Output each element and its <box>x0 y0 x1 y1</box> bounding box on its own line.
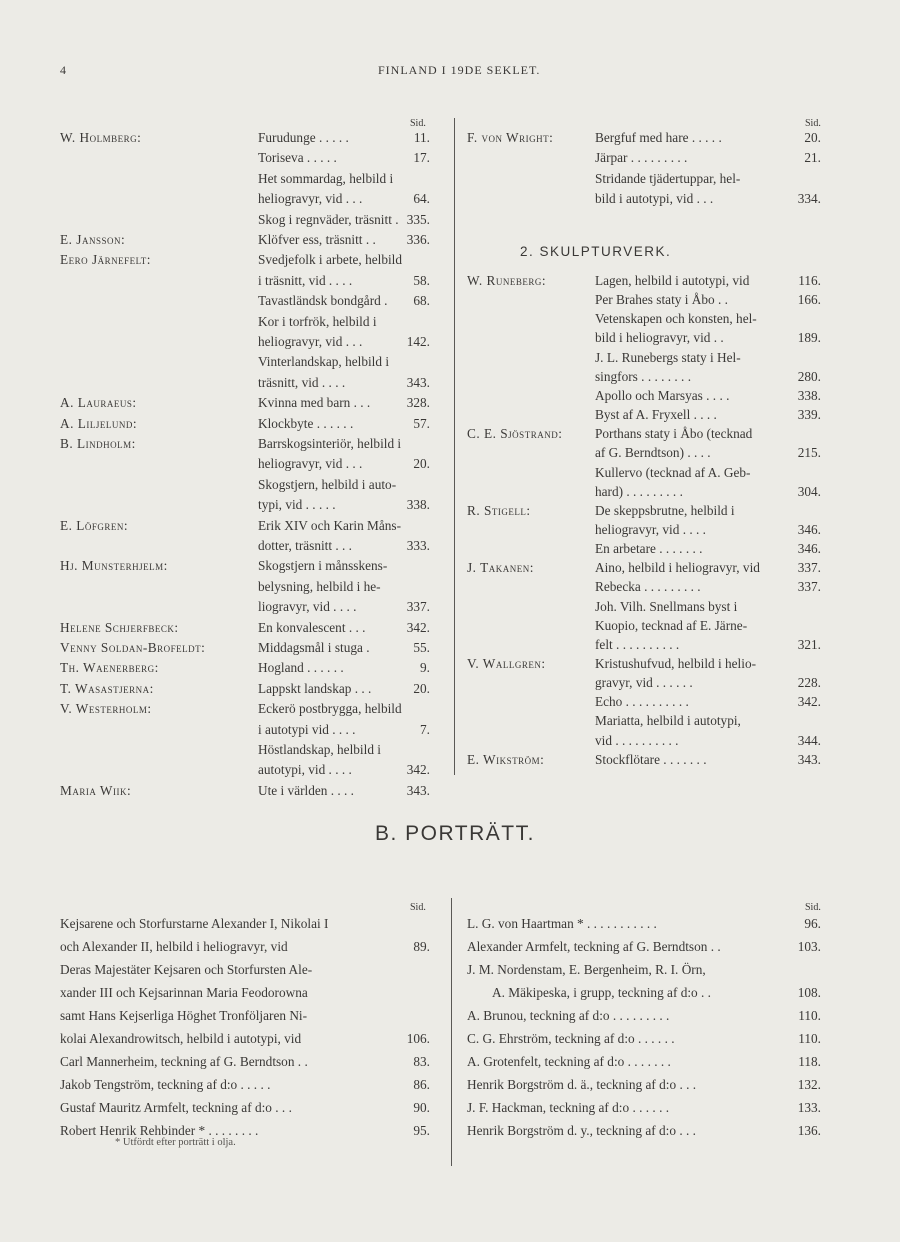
artist-name: C. E. Sjöstrand: <box>467 426 563 442</box>
portrait-entry: Carl Mannerheim, teckning af G. Berndtson . . <box>60 1054 308 1069</box>
portrait-entry: och Alexander II, helbild i heliogravyr, vid <box>60 939 288 954</box>
page-ref: 333. <box>406 538 430 553</box>
portrait-entry: J. M. Nordenstam, E. Bergenheim, R. I. Örn, <box>467 962 706 977</box>
work-title: Toriseva . . . . . <box>258 150 337 166</box>
page-ref: 342. <box>797 694 821 710</box>
page-ref: 338. <box>406 497 430 513</box>
page-ref: 343. <box>797 751 821 767</box>
artist-name: V. Westerholm: <box>60 701 152 717</box>
artist-name: E. Jansson: <box>60 232 126 247</box>
page-ref: 64. <box>413 191 430 207</box>
page-ref: 338. <box>797 387 821 403</box>
page-ref: 116. <box>798 273 821 288</box>
page-ref: 55. <box>413 640 430 655</box>
portrait-entry: samt Hans Kejserliga Höghet Tronföljaren Ni- <box>60 1008 308 1023</box>
page-ref: 132. <box>797 1077 821 1092</box>
page-ref: 90. <box>413 1100 430 1115</box>
work-title: dotter, träsnitt . . . <box>258 538 353 553</box>
page-ref: 228. <box>797 675 821 691</box>
page-ref: 20. <box>804 130 821 145</box>
portrait-entry: A. Grotenfelt, teckning af d:o . . . . . . . <box>467 1054 671 1069</box>
portrait-entry: Robert Henrik Rehbinder * . . . . . . . . <box>60 1123 259 1138</box>
page-ref: 342. <box>406 619 430 635</box>
page-ref: 321. <box>797 636 821 652</box>
work-title: Skog i regnväder, träsnitt . <box>258 211 399 227</box>
work-title: Porthans staty i Åbo (tecknad <box>595 426 753 442</box>
work-title: gravyr, vid . . . . . . <box>595 675 693 691</box>
work-title: träsnitt, vid . . . . <box>258 374 346 390</box>
page-ref: 344. <box>797 732 821 748</box>
page-ref: 58. <box>413 272 430 288</box>
work-title: J. L. Runebergs staty i Hel- <box>595 349 741 365</box>
sculpture-heading: 2. SKULPTURVERK. <box>520 244 672 259</box>
work-title: Stridande tjädertuppar, hel- <box>595 170 741 186</box>
work-title: Hogland . . . . . . <box>258 660 344 676</box>
work-title: Per Brahes staty i Åbo . . <box>595 292 728 308</box>
page-ref: 83. <box>413 1054 430 1069</box>
work-title: Kuopio, tecknad af E. Järne- <box>595 617 748 633</box>
portrait-entry: Henrik Borgström d. ä., teckning af d:o . . . <box>467 1077 697 1092</box>
work-title: belysning, helbild i he- <box>258 578 381 594</box>
page-ref: 142. <box>406 334 430 349</box>
page-ref: 96. <box>804 916 821 931</box>
page-ref: 337. <box>406 599 430 615</box>
sid-label: Sid. <box>410 902 426 913</box>
page-ref: 110. <box>798 1031 821 1046</box>
work-title: Tavastländsk bondgård . <box>258 293 388 309</box>
artist-name: B. Lindholm: <box>60 436 136 451</box>
page-ref: 215. <box>797 445 821 461</box>
portrait-entry: Alexander Armfelt, teckning af G. Berndtson . . <box>467 939 721 954</box>
work-title: Eckerö postbrygga, helbild <box>258 701 402 717</box>
page-ref: 136. <box>797 1123 821 1138</box>
work-title: Svedjefolk i arbete, helbild <box>258 252 403 268</box>
work-title: En konvalescent . . . <box>258 619 366 635</box>
artist-name: Venny Soldan-Brofeldt: <box>60 640 206 655</box>
artist-name: Eero Järnefelt: <box>60 252 151 268</box>
page-ref: 118. <box>798 1054 821 1069</box>
work-title: hard) . . . . . . . . . <box>595 483 683 499</box>
work-title: Ute i världen . . . . <box>258 782 355 798</box>
page-ref: 343. <box>406 374 430 390</box>
running-title: FINLAND I 19DE SEKLET. <box>378 63 541 77</box>
page-ref: 103. <box>797 939 821 954</box>
portrait-heading: B. PORTRÄTT. <box>375 822 535 845</box>
work-title: Byst af A. Fryxell . . . . <box>595 407 717 423</box>
portrait-entry: Henrik Borgström d. y., teckning af d:o . . . <box>467 1123 696 1138</box>
work-title: Erik XIV och Karin Måns- <box>258 517 402 533</box>
page-number: 4 <box>60 63 67 77</box>
portrait-entry: Jakob Tengström, teckning af d:o . . . . . <box>60 1077 271 1092</box>
portrait-entry: Kejsarene och Storfurstarne Alexander I, Nikolai I <box>60 916 329 931</box>
work-title: autotypi, vid . . . . <box>258 762 352 778</box>
work-title: heliogravyr, vid . . . <box>258 191 363 207</box>
page-ref: 166. <box>797 292 821 308</box>
work-title: felt . . . . . . . . . . <box>595 636 680 652</box>
work-title: Joh. Vilh. Snellmans byst i <box>595 598 738 614</box>
artist-name: J. Takanen: <box>467 560 534 576</box>
page-ref: 21. <box>804 150 821 166</box>
artist-name: Hj. Munsterhjelm: <box>60 558 168 574</box>
artist-name: A. Liljelund: <box>60 415 138 431</box>
page-ref: 20. <box>413 456 430 472</box>
portrait-entry: L. G. von Haartman * . . . . . . . . . . . <box>467 916 657 931</box>
portrait-entry: Gustaf Mauritz Armfelt, teckning af d:o . . . <box>60 1100 292 1115</box>
artist-name: E. Löfgren: <box>60 517 129 533</box>
artist-name: Maria Wiik: <box>60 782 132 798</box>
work-title: singfors . . . . . . . . <box>595 368 692 384</box>
work-title: Lappskt landskap . . . <box>258 680 372 696</box>
artist-name: E. Wikström: <box>467 751 545 767</box>
work-title: De skeppsbrutne, helbild i <box>595 502 735 518</box>
work-title: Rebecka . . . . . . . . . <box>595 579 701 595</box>
work-title: Middagsmål i stuga . <box>258 640 370 655</box>
artist-name: A. Lauraeus: <box>60 395 137 411</box>
portrait-entry: J. F. Hackman, teckning af d:o . . . . . . <box>467 1100 670 1115</box>
work-title: vid . . . . . . . . . . <box>595 732 679 748</box>
sid-label: Sid. <box>410 118 426 129</box>
artist-name: T. Wasastjerna: <box>60 680 154 696</box>
work-title: Höstlandskap, helbild i <box>258 742 381 757</box>
page-ref: 86. <box>413 1077 430 1092</box>
page-ref: 189. <box>797 330 821 346</box>
work-title: Kullervo (tecknad af A. Geb- <box>595 464 751 480</box>
portrait-entry: Deras Majestäter Kejsaren och Storfursten Ale- <box>60 962 313 977</box>
work-title: Skogstjern, helbild i auto- <box>258 476 397 492</box>
work-title: bild i heliogravyr, vid . . <box>595 330 724 346</box>
work-title: typi, vid . . . . . <box>258 497 336 513</box>
portrait-entry: A. Brunou, teckning af d:o . . . . . . . . . <box>467 1008 670 1023</box>
work-title: Klockbyte . . . . . . <box>258 415 354 431</box>
artist-name: Th. Waenerberg: <box>60 660 159 676</box>
page-ref: 346. <box>797 541 821 557</box>
artist-name: V. Wallgren: <box>467 656 546 671</box>
page-ref: 57. <box>413 415 430 431</box>
work-title: Furudunge . . . . . <box>258 130 349 145</box>
artist-name: R. Stigell: <box>467 502 531 518</box>
work-title: En arbetare . . . . . . . <box>595 541 703 557</box>
column-rule <box>451 898 452 1166</box>
footnote: * Utfördt efter porträtt i olja. <box>115 1137 236 1148</box>
portrait-entry: kolai Alexandrowitsch, helbild i autotypi, vid <box>60 1031 302 1046</box>
column-rule <box>454 118 455 775</box>
page-ref: 339. <box>797 407 821 423</box>
work-title: Vetenskapen och konsten, hel- <box>595 311 757 327</box>
page-ref: 20. <box>413 680 430 696</box>
page-ref: 95. <box>413 1123 430 1138</box>
portrait-entry: A. Mäkipeska, i grupp, teckning af d:o . . <box>492 985 711 1000</box>
work-title: i autotypi vid . . . . <box>258 721 356 737</box>
page-ref: 133. <box>797 1100 821 1115</box>
artist-name: F. von Wright: <box>467 130 554 145</box>
page-ref: 9. <box>420 660 430 676</box>
work-title: Kor i torfrök, helbild i <box>258 313 377 329</box>
page-ref: 337. <box>797 579 821 595</box>
page-ref: 335. <box>406 211 430 227</box>
page-ref: 280. <box>797 368 821 384</box>
work-title: heliogravyr, vid . . . <box>258 334 363 349</box>
page-ref: 342. <box>406 762 430 778</box>
page-ref: 106. <box>406 1031 430 1046</box>
page-ref: 343. <box>406 782 430 798</box>
work-title: Lagen, helbild i autotypi, vid <box>595 273 750 288</box>
page-ref: 110. <box>798 1008 821 1023</box>
work-title: Echo . . . . . . . . . . <box>595 694 689 710</box>
work-title: Stockflötare . . . . . . . <box>595 751 707 767</box>
artist-name: W. Runeberg: <box>467 273 547 288</box>
work-title: Mariatta, helbild i autotypi, <box>595 713 741 729</box>
work-title: Het sommardag, helbild i <box>258 170 394 186</box>
page-ref: 304. <box>797 483 821 499</box>
work-title: i träsnitt, vid . . . . <box>258 272 353 288</box>
work-title: bild i autotypi, vid . . . <box>595 191 714 207</box>
page-ref: 89. <box>413 939 430 954</box>
portrait-entry: C. G. Ehrström, teckning af d:o . . . . . . <box>467 1031 675 1046</box>
page-ref: 11. <box>413 130 430 145</box>
page-ref: 337. <box>797 560 821 576</box>
work-title: Klöfver ess, träsnitt . . <box>258 232 376 247</box>
page-ref: 328. <box>406 395 430 411</box>
work-title: af G. Berndtson) . . . . <box>595 445 711 461</box>
work-title: Aino, helbild i heliogravyr, vid <box>595 560 760 576</box>
page-ref: 334. <box>797 191 821 207</box>
page-ref: 7. <box>420 721 430 737</box>
page-ref: 346. <box>797 521 821 537</box>
work-title: Kvinna med barn . . . <box>258 395 371 411</box>
page-ref: 336. <box>406 232 430 247</box>
work-title: Järpar . . . . . . . . . <box>595 150 688 166</box>
portrait-entry: xander III och Kejsarinnan Maria Feodorowna <box>60 985 308 1000</box>
work-title: Barrskogsinteriör, helbild i <box>258 436 402 451</box>
work-title: Skogstjern i månsskens- <box>258 558 388 574</box>
page-ref: 17. <box>413 150 430 166</box>
work-title: Vinterlandskap, helbild i <box>258 354 390 370</box>
sid-label: Sid. <box>805 118 821 129</box>
page-ref: 68. <box>413 293 430 309</box>
work-title: Kristushufvud, helbild i helio- <box>595 656 757 671</box>
page-ref: 108. <box>797 985 821 1000</box>
work-title: Apollo och Marsyas . . . . <box>595 387 730 403</box>
artist-name: W. Holmberg: <box>60 130 142 145</box>
work-title: liogravyr, vid . . . . <box>258 599 357 615</box>
artist-name: Helene Schjerfbeck: <box>60 619 179 635</box>
work-title: Bergfuf med hare . . . . . <box>595 130 722 145</box>
work-title: heliogravyr, vid . . . . <box>595 521 706 537</box>
sid-label: Sid. <box>805 902 821 913</box>
work-title: heliogravyr, vid . . . <box>258 456 363 472</box>
